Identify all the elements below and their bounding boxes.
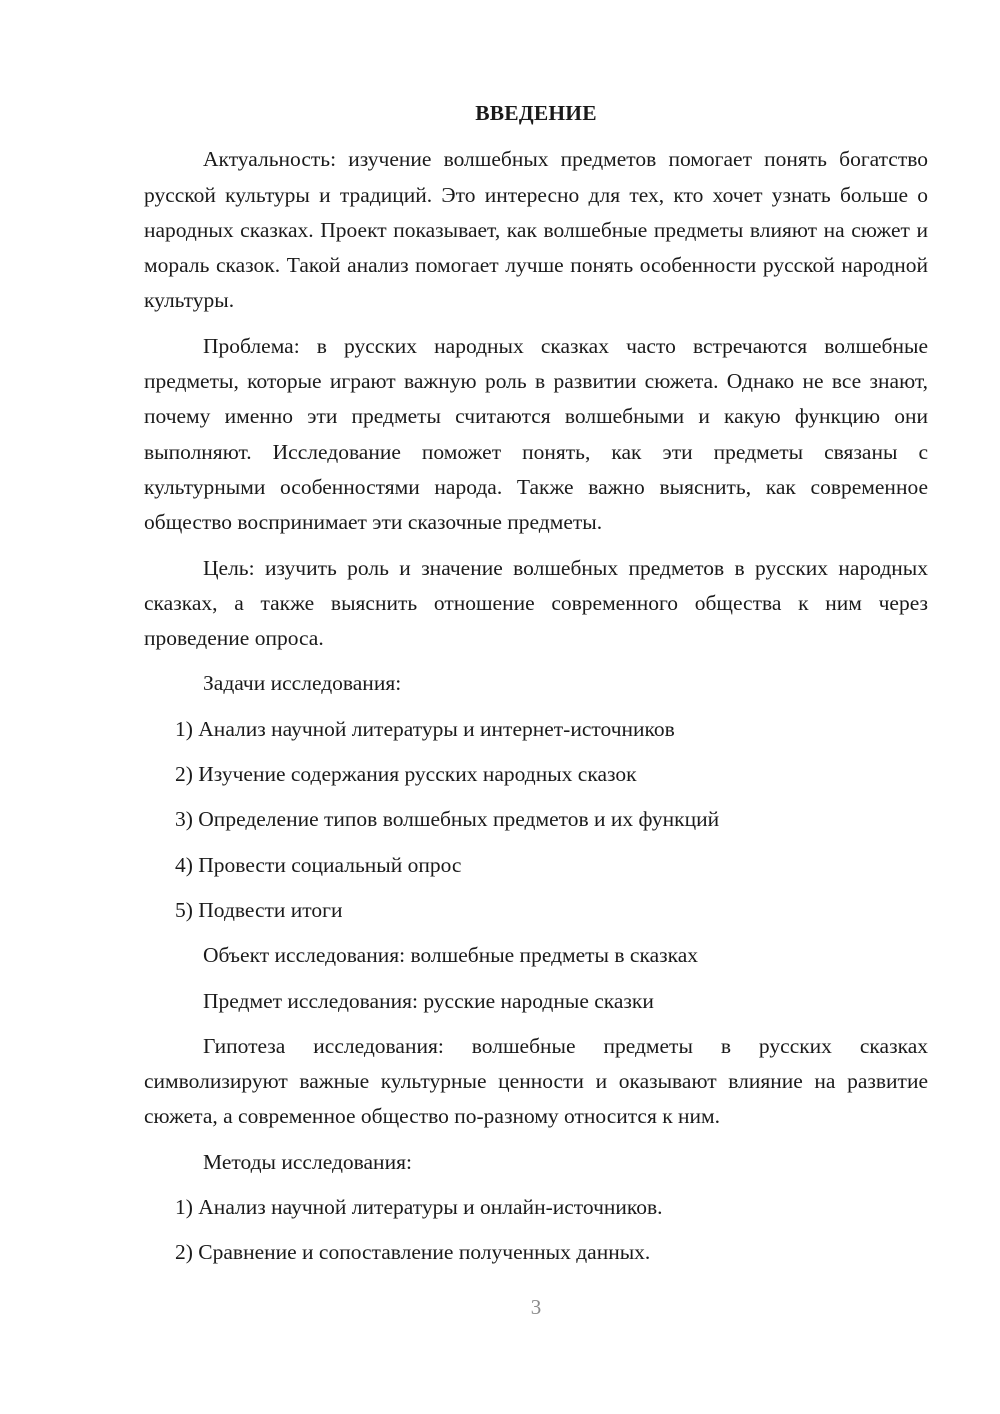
- problem-paragraph: Проблема: в русских народных сказках часто встречаются волшебные предметы, которые играют важную роль в развитии сюжета. Однако не все знают, почему именно эти предметы считаются волшебными и какую функцию они выполняют. Исследование поможет понять, как эти предметы связаны с культурными особенностями народа. Также важно выяснить, как современное общество воспринимает эти сказочные предметы.: [144, 333, 928, 535]
- task-item: 1) Анализ научной литературы и интернет-источников: [175, 716, 675, 741]
- page-number: 3: [530, 1295, 542, 1319]
- task-item: 5) Подвести итоги: [175, 897, 343, 922]
- tasks-list: [144, 712, 928, 928]
- research-subject: Предмет исследования: русские народные сказки: [203, 988, 654, 1013]
- task-item: 2) Изучение содержания русских народных сказок: [175, 762, 637, 787]
- relevance-paragraph: Актуальность: изучение волшебных предметов помогает понять богатство русской культуры и традиций. Это интересно для тех, кто хочет узнать больше о народных сказках. Проект показывает, как волшебные предметы влияют на сюжет и мораль сказок. Такой анализ помогает лучше понять особенности русской народной культуры.: [144, 147, 928, 313]
- page-content: [144, 96, 928, 1281]
- research-object: Объект исследования: волшебные предметы в сказках: [203, 943, 699, 968]
- task-item: 3) Определение типов волшебных предметов и их функций: [175, 807, 720, 832]
- goal-paragraph: Цель: изучить роль и значение волшебных предметов в русских народных сказках, а также выяснить отношение современного общества к ним через проведение опроса.: [144, 555, 928, 651]
- methods-heading: Методы исследования:: [203, 1149, 412, 1174]
- methods-list: [144, 1190, 928, 1271]
- tasks-heading: Задачи исследования:: [203, 671, 402, 696]
- hypothesis-paragraph: Гипотеза исследования: волшебные предметы в русских сказках символизируют важные культурные ценности и оказывают влияние на развитие сюжета, а современное общество по-разному относится к ним.: [144, 1033, 928, 1129]
- method-item: 1) Анализ научной литературы и онлайн-источников.: [175, 1195, 663, 1220]
- task-item: 4) Провести социальный опрос: [175, 852, 462, 877]
- method-item: 2) Сравнение и сопоставление полученных данных.: [175, 1240, 651, 1265]
- section-title: ВВЕДЕНИЕ: [475, 101, 597, 125]
